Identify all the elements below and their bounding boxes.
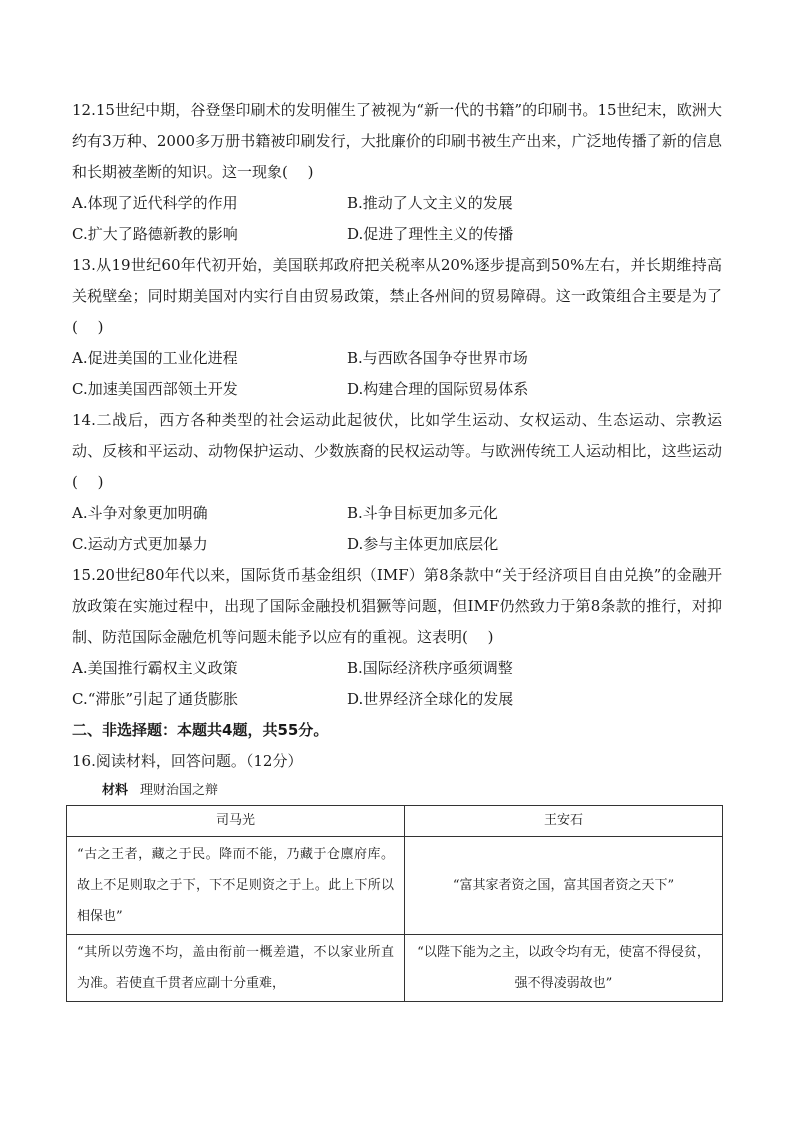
question-16: [72, 746, 722, 1002]
table-header-row: [67, 806, 723, 837]
option-a: A.美国推行霸权主义政策: [72, 659, 238, 677]
header-wang-anshi: 王安石: [405, 806, 723, 837]
exam-page: [72, 95, 722, 1002]
option-d: D.世界经济全球化的发展: [347, 690, 514, 708]
option-b: B.推动了人文主义的发展: [347, 194, 513, 212]
question-12: [72, 95, 722, 250]
option-a: A.体现了近代科学的作用: [72, 194, 238, 212]
table-row: [67, 935, 723, 1002]
question-stem: 16.阅读材料，回答问题。（12分）: [72, 752, 303, 770]
question-14: [72, 405, 722, 560]
question-13: [72, 250, 722, 405]
table-cell: “富其家者资之国，富其国者资之天下”: [405, 837, 723, 935]
table-cell: “以陛下能为之主，以政令均有无，使富不得侵贫，强不得凌弱故也”: [405, 935, 723, 1002]
option-d: D.促进了理性主义的传播: [347, 225, 514, 243]
option-c: C.扩大了路德新教的影响: [72, 225, 238, 243]
option-c: C.运动方式更加暴力: [72, 535, 208, 553]
question-stem: 15.20世纪80年代以来，国际货币基金组织（IMF）第8条款中“关于经济项目自由兑换”的金融开放政策在实施过程中，出现了国际金融投机猖獗等问题，但IMF仍然致力于第8条款的推行，对抑制、防范国际金融危机等问题未能予以应有的重视。这表明( ): [72, 566, 722, 646]
option-b: B.与西欧各国争夺世界市场: [347, 349, 528, 367]
material-label: 材料: [102, 783, 129, 798]
option-d: D.构建合理的国际贸易体系: [347, 380, 529, 398]
question-15: [72, 560, 722, 715]
option-d: D.参与主体更加底层化: [347, 535, 499, 553]
material-title: 理财治国之辩: [140, 783, 219, 798]
table-cell: “古之王者，藏之于民。降而不能，乃藏于仓廪府库。故上不足则取之于下，下不足则资之于上。此上下所以相保也”: [67, 837, 405, 935]
section-heading: 二、非选择题：本题共4题，共55分。: [72, 721, 329, 739]
table-cell: “其所以劳逸不均，盖由衔前一概差遣，不以家业所直为准。若使直千贯者应副十分重难，: [67, 935, 405, 1002]
option-b: B.国际经济秩序亟须调整: [347, 659, 513, 677]
option-a: A.斗争对象更加明确: [72, 504, 208, 522]
question-stem: 13.从19世纪60年代初开始，美国联邦政府把关税率从20%逐步提高到50%左右，并长期维持高关税壁垒；同时期美国对内实行自由贸易政策，禁止各州间的贸易障碍。这一政策组合主要是为了( ): [72, 256, 722, 336]
option-c: C.加速美国西部领土开发: [72, 380, 238, 398]
question-stem: 14.二战后，西方各种类型的社会运动此起彼伏，比如学生运动、女权运动、生态运动、宗教运动、反核和平运动、动物保护运动、少数族裔的民权运动等。与欧洲传统工人运动相比，这些运动( ): [72, 411, 722, 491]
table-row: [67, 837, 723, 935]
comparison-table: [66, 805, 723, 1002]
material-caption: [102, 779, 722, 803]
option-c: C.“滞胀”引起了通货膨胀: [72, 690, 239, 708]
header-sima-guang: 司马光: [67, 806, 405, 837]
option-b: B.斗争目标更加多元化: [347, 504, 498, 522]
question-stem: 12.15世纪中期，谷登堡印刷术的发明催生了被视为“新一代的书籍”的印刷书。15世纪末，欧洲大约有3万种、2000多万册书籍被印刷发行，大批廉价的印刷书被生产出来，广泛地传播了新的信息和长期被垄断的知识。这一现象( ): [72, 101, 722, 181]
option-a: A.促进美国的工业化进程: [72, 349, 238, 367]
